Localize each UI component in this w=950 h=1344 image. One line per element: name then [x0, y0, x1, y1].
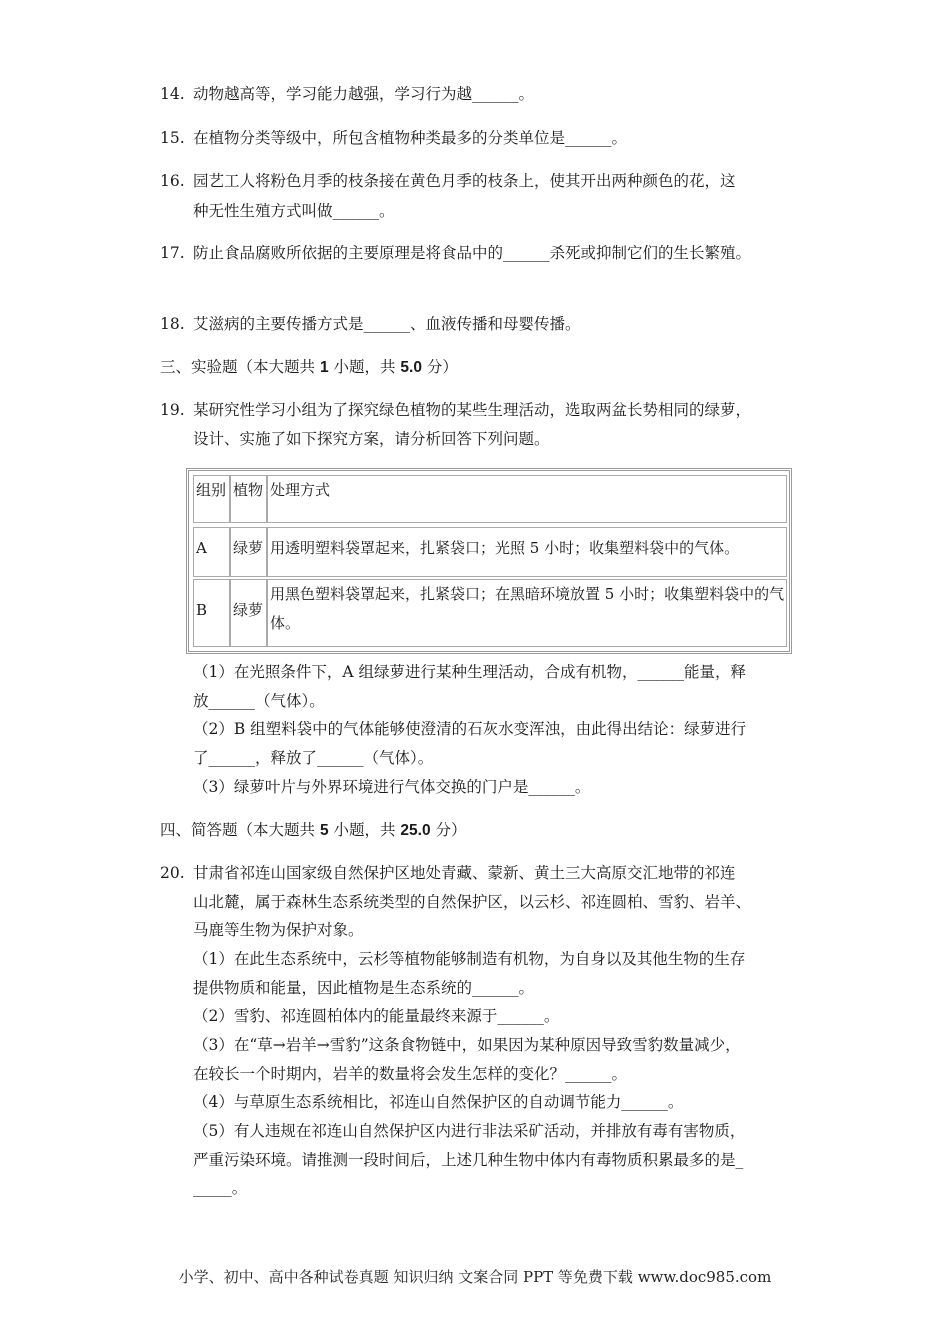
question-19-sub-2-line-1: （2）B 组塑料袋中的气体能够使澄清的石灰水变浑浊，由此得出结论：绿萝进行	[193, 720, 747, 738]
question-16-line-2: 种无性生殖方式叫做______。	[193, 202, 395, 220]
section-3-mid: 小题，共	[328, 358, 401, 376]
question-19-number: 19.	[160, 401, 185, 419]
question-15-number: 15.	[160, 129, 185, 147]
question-18-text: 艾滋病的主要传播方式是______、血液传播和母婴传播。	[193, 315, 581, 333]
table-header-treatment: 处理方式	[267, 475, 787, 523]
question-14-number: 14.	[160, 85, 185, 103]
question-17-text: 防止食品腐败所依据的主要原理是将食品中的______杀死或抑制它们的生长繁殖。	[193, 244, 752, 262]
section-3-heading	[160, 357, 458, 378]
experiment-table	[186, 468, 792, 654]
question-20-sub-1-line-1: （1）在此生态系统中，云杉等植物能够制造有机物，为自身以及其他生物的生存	[193, 950, 746, 968]
question-20-sub-2: （2）雪豹、祁连圆柏体内的能量最终来源于______。	[193, 1007, 560, 1025]
section-3-score: 5.0	[400, 359, 422, 376]
question-20-line-2: 山北麓，属于森林生态系统类型的自然保护区，以云杉、祁连圆柏、雪豹、岩羊、	[193, 893, 752, 911]
question-20-sub-5-line-3: _____。	[193, 1179, 248, 1197]
section-3-suffix: 分）	[421, 358, 458, 376]
question-20-line-3: 马鹿等生物为保护对象。	[193, 921, 364, 939]
question-19-line-1: 某研究性学习小组为了探究绿色植物的某些生理活动，选取两盆长势相同的绿萝，	[193, 401, 752, 419]
question-19-sub-2-line-2: 了______，释放了______（气体）。	[193, 749, 434, 767]
table-row-b-plant: 绿萝	[230, 579, 267, 647]
question-18-number: 18.	[160, 315, 185, 333]
question-15-text: 在植物分类等级中，所包含植物种类最多的分类单位是______。	[193, 129, 628, 147]
question-20-number: 20.	[160, 864, 185, 882]
question-17-number: 17.	[160, 244, 185, 262]
section-4-score: 25.0	[400, 822, 431, 839]
section-4-count: 5	[319, 822, 329, 839]
question-19-sub-1-line-2: 放______（气体）。	[193, 692, 325, 710]
table-row-a-group: A	[193, 527, 230, 577]
section-3-count: 1	[319, 359, 329, 376]
table-row-a-plant: 绿萝	[230, 527, 267, 577]
section-4-prefix: 四、简答题（本大题共	[160, 821, 320, 839]
question-19-sub-3: （3）绿萝叶片与外界环境进行气体交换的门户是______。	[193, 778, 591, 796]
question-16-number: 16.	[160, 172, 185, 190]
question-16-line-1: 园艺工人将粉色月季的枝条接在黄色月季的枝条上，使其开出两种颜色的花，这	[193, 172, 736, 190]
question-20-sub-4: （4）与草原生态系统相比，祁连山自然保护区的自动调节能力______。	[193, 1093, 684, 1111]
question-20-sub-5-line-2: 严重污染环境。请推测一段时间后，上述几种生物中体内有毒物质积累最多的是_	[193, 1151, 744, 1169]
question-19-line-2: 设计、实施了如下探究方案，请分析回答下列问题。	[193, 430, 550, 448]
section-4-heading	[160, 820, 467, 841]
section-4-mid: 小题，共	[328, 821, 401, 839]
table-row-b-group: B	[193, 579, 230, 647]
question-20-sub-1-line-2: 提供物质和能量，因此植物是生态系统的______。	[193, 979, 535, 997]
section-4-suffix: 分）	[430, 821, 467, 839]
question-19-sub-1-line-1: （1）在光照条件下，A 组绿萝进行某种生理活动，合成有机物，______能量，释	[193, 663, 746, 681]
table-row-b-treatment: 用黑色塑料袋罩起来，扎紧袋口；在黑暗环境放置 5 小时；收集塑料袋中的气体。	[267, 579, 787, 647]
table-header-group: 组别	[193, 475, 230, 523]
footer-watermark-text: 小学、初中、高中各种试卷真题 知识归纳 文案合同 PPT 等免费下载 www.doc985.com	[178, 1268, 772, 1286]
question-20-sub-5-line-1: （5）有人违规在祁连山自然保护区内进行非法采矿活动，并排放有毒有害物质，	[193, 1122, 746, 1140]
table-row-a-treatment: 用透明塑料袋罩起来，扎紧袋口；光照 5 小时；收集塑料袋中的气体。	[267, 527, 787, 577]
question-20-line-1: 甘肃省祁连山国家级自然保护区地处青藏、蒙新、黄土三大高原交汇地带的祁连	[193, 864, 736, 882]
question-14-text: 动物越高等，学习能力越强，学习行为越______。	[193, 85, 535, 103]
question-20-sub-3-line-2: 在较长一个时期内，岩羊的数量将会发生怎样的变化？______。	[193, 1065, 628, 1083]
table-header-plant: 植物	[230, 475, 267, 523]
question-20-sub-3-line-1: （3）在“草→岩羊→雪豹”这条食物链中，如果因为某种原因导致雪豹数量减少，	[193, 1036, 741, 1054]
section-3-prefix: 三、实验题（本大题共	[160, 358, 320, 376]
